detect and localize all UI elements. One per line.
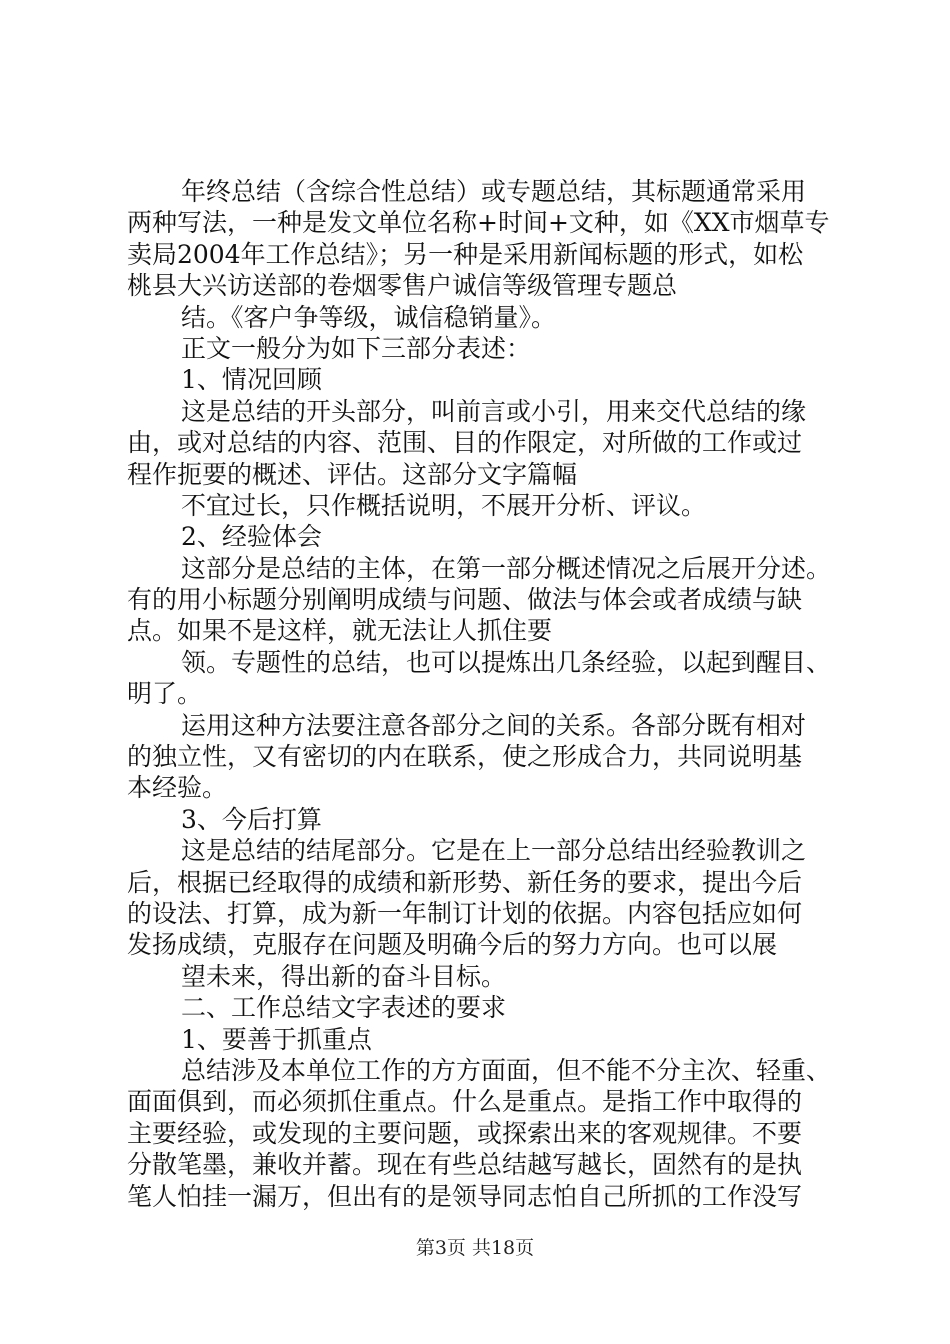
text-line: 结。《客户争等级，诚信稳销量》。 [181,302,557,332]
section-heading: 1、情况回顾 [181,365,322,395]
text-line: 桃县大兴访送部的卷烟零售户诚信等级管理专题总 [127,271,678,301]
text-line: 正文一般分为如下三部分表述： [181,333,532,363]
text-line: 后，根据已经取得的成绩和新形势、新任务的要求，提出今后 [127,867,803,897]
text-line: 卖局2004年工作总结》；另一种是采用新闻标题的形式，如松 [127,239,804,269]
section-heading: 3、今后打算 [181,804,322,834]
text-line: 程作扼要的概述、评估。这部分文字篇幅 [127,459,578,489]
text-line: 主要经验，或发现的主要问题，或探索出来的客观规律。不要 [127,1118,803,1148]
page-footer: 第3页 共18页 [415,1237,535,1259]
text-line: 年终总结（含综合性总结）或专题总结，其标题通常采用 [181,177,807,206]
text-line: 这是总结的开头部分，叫前言或小引，用来交代总结的缘 [181,396,807,426]
text-line: 笔人怕挂一漏万，但出有的是领导同志怕自己所抓的工作没写 [127,1181,803,1211]
section-heading: 二、工作总结文字表述的要求 [181,993,507,1023]
section-heading: 1、要善于抓重点 [181,1024,372,1054]
text-line: 运用这种方法要注意各部分之间的关系。各部分既有相对 [181,710,807,740]
text-line: 这是总结的结尾部分。它是在上一部分总结出经验教训之 [181,836,807,866]
text-line: 有的用小标题分别阐明成绩与问题、做法与体会或者成绩与缺 [127,585,803,615]
text-line: 望未来，得出新的奋斗目标。 [181,961,507,991]
text-line: 明了。 [127,679,203,709]
text-line: 本经验。 [127,773,228,803]
text-line: 发扬成绩，克服存在问题及明确今后的努力方向。也可以展 [127,930,778,960]
text-line: 的独立性，又有密切的内在联系，使之形成合力，共同说明基 [127,742,803,772]
document-body [127,176,851,1212]
text-line: 的设法、打算，成为新一年制订计划的依据。内容包括应如何 [127,898,803,928]
text-line: 总结涉及本单位工作的方方面面，但不能不分主次、轻重、 [181,1055,832,1085]
text-line: 由，或对总结的内容、范围、目的作限定，对所做的工作或过 [127,428,803,458]
text-line: 两种写法，一种是发文单位名称+时间+文种，如《XX市烟草专 [127,208,830,238]
text-line: 点。如果不是这样，就无法让人抓住要 [127,616,553,646]
text-line: 不宜过长，只作概括说明，不展开分析、评议。 [181,490,707,520]
text-line: 领。专题性的总结，也可以提炼出几条经验，以起到醒目、 [181,647,832,677]
text-line: 分散笔墨，兼收并蓄。现在有些总结越写越长，固然有的是执 [127,1150,803,1180]
text-line: 这部分是总结的主体，在第一部分概述情况之后展开分述。 [181,553,832,583]
section-heading: 2、经验体会 [181,522,322,552]
text-line: 面面俱到，而必须抓住重点。什么是重点。是指工作中取得的 [127,1087,803,1117]
